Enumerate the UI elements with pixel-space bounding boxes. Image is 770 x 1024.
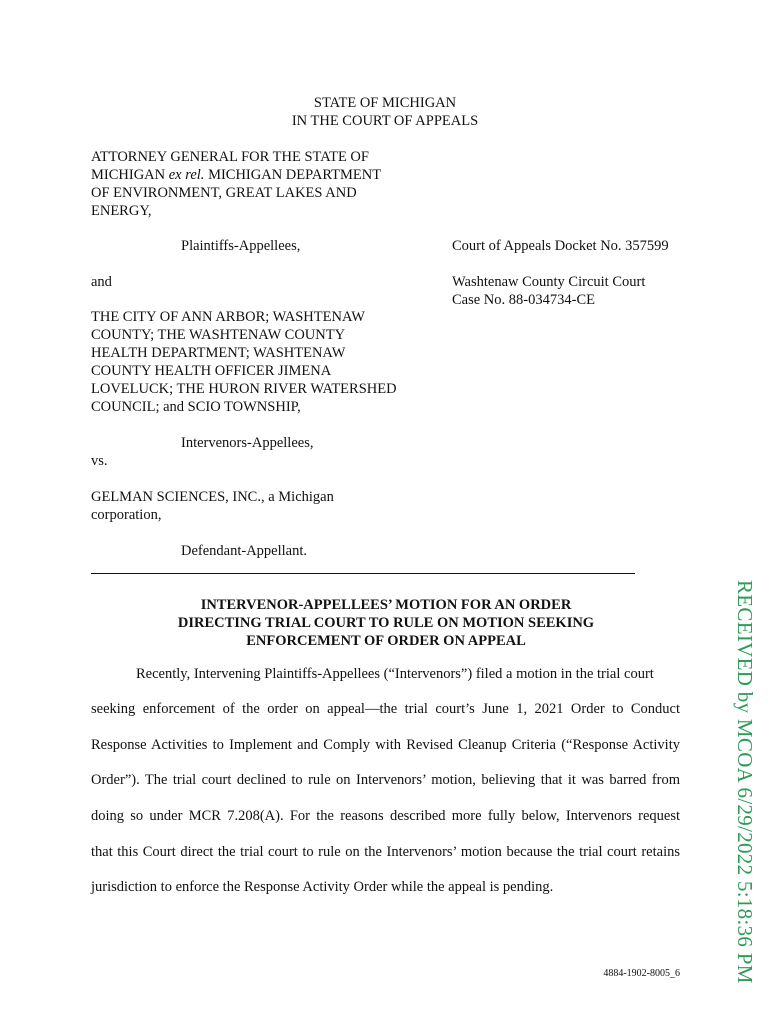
motion-title <box>91 596 681 650</box>
intervenor-line: HEALTH DEPARTMENT; WASHTENAW <box>91 345 346 361</box>
document-number: 4884-1902-8005_6 <box>603 968 680 979</box>
defendant-line: GELMAN SCIENCES, INC., a Michigan <box>91 489 334 505</box>
body-line-5: doing so under MCR 7.208(A). For the reasons described more fully below, Intervenors request <box>91 808 680 824</box>
body-line-4: Order”). The trial court declined to rule on Intervenors’ motion, believing that it was barred from <box>91 772 680 788</box>
circuit-case-number: Case No. 88-034734-CE <box>452 292 595 308</box>
plaintiff-role: Plaintiffs-Appellees, <box>181 238 301 254</box>
intervenors-role: Intervenors-Appellees, <box>181 435 314 451</box>
coa-docket-number: Court of Appeals Docket No. 357599 <box>452 238 669 254</box>
motion-title-line: DIRECTING TRIAL COURT TO RULE ON MOTION SEEKING <box>177 615 595 631</box>
intervenors-caption <box>91 308 397 416</box>
plaintiff-text: MICHIGAN <box>91 167 169 183</box>
body-line-3: Response Activities to Implement and Comply with Revised Cleanup Criteria (“Response Activity <box>91 737 680 753</box>
plaintiff-line: OF ENVIRONMENT, GREAT LAKES AND <box>91 185 357 201</box>
body-line-6: that this Court direct the trial court to rule on the Intervenors’ motion because the trial court retains <box>91 844 680 860</box>
intervenor-line: LOVELUCK; THE HURON RIVER WATERSHED <box>91 381 397 397</box>
defendant-line: corporation, <box>91 507 162 523</box>
intervenor-line: THE CITY OF ANN ARBOR; WASHTENAW <box>91 309 365 325</box>
defendant-caption <box>91 488 334 524</box>
intervenor-line: COUNTY HEALTH OFFICER JIMENA <box>91 363 332 379</box>
plaintiff-text: MICHIGAN DEPARTMENT <box>204 167 382 183</box>
ex-rel-italic: ex rel. <box>168 167 205 183</box>
circuit-court-name: Washtenaw County Circuit Court <box>452 274 646 290</box>
court-name: IN THE COURT OF APPEALS <box>291 113 479 129</box>
circuit-court-case <box>452 273 645 309</box>
conjunction-and: and <box>91 274 112 290</box>
plaintiff-line: ENERGY, <box>91 203 152 219</box>
defendant-role: Defendant-Appellant. <box>181 543 308 559</box>
body-line-7: jurisdiction to enforce the Response Activity Order while the appeal is pending. <box>91 879 554 895</box>
body-line-1: Recently, Intervening Plaintiffs-Appellees (“Intervenors”) filed a motion in the trial court <box>136 666 654 682</box>
court-header <box>0 94 770 130</box>
motion-title-line: ENFORCEMENT OF ORDER ON APPEAL <box>246 633 526 649</box>
plaintiff-line: ATTORNEY GENERAL FOR THE STATE OF <box>91 149 369 165</box>
received-stamp: RECEIVED by MCOA 6/29/2022 5:18:36 PM <box>733 580 757 984</box>
intervenor-line: COUNCIL; and SCIO TOWNSHIP, <box>91 399 301 415</box>
court-state: STATE OF MICHIGAN <box>313 95 457 111</box>
body-line-2: seeking enforcement of the order on appeal—the trial court’s June 1, 2021 Order to Conduct <box>91 701 680 717</box>
intervenor-line: COUNTY; THE WASHTENAW COUNTY <box>91 327 346 343</box>
versus: vs. <box>91 453 108 469</box>
caption-divider <box>91 573 635 574</box>
motion-title-line: INTERVENOR-APPELLEES’ MOTION FOR AN ORDER <box>200 597 572 613</box>
plaintiff-caption <box>91 148 381 220</box>
plaintiff-line <box>91 166 381 184</box>
